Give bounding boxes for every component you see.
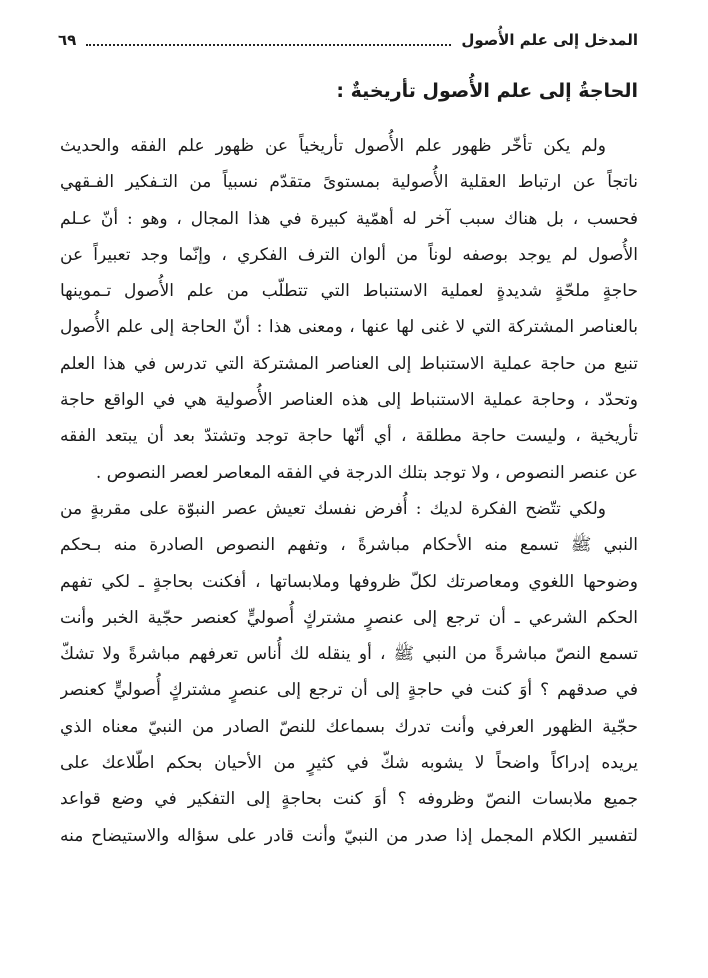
text-line: جميع ملابسات النصّ وظروفه ؟ أوَ كنت بحاجةٍ إلى التفكير في وضع قواعد bbox=[60, 789, 638, 810]
running-header bbox=[58, 28, 638, 52]
text-line: ولكي تتّضح الفكرة لديك : أُفرض نفسك تعيش عصر النبوّة على مقربةٍ من bbox=[60, 498, 606, 519]
body-text bbox=[60, 128, 638, 854]
text-line: عن عنصر النصوص ، ولا توجد بتلك الدرجة في الفقه المعاصر لعصر النصوص . bbox=[95, 462, 638, 483]
section-heading: الحاجةُ إلى علم الأُصول تأريخيةٌ : bbox=[336, 80, 638, 102]
text-line: الحكم الشرعي ـ أن ترجع إلى عنصرٍ مشتركٍ أُصوليٍّ كعنصر حجّية الخبر وأنت bbox=[60, 607, 638, 628]
text-line: ناتجاً عن ارتباط العقلية الأُصولية بمستوىً متقدّم نسبياً من التـفكير الفـقهي bbox=[60, 172, 638, 193]
text-line: في صدقهم ؟ أوَ كنت في حاجةٍ إلى أن ترجع إلى عنصرٍ مشتركٍ أُصوليٍّ كعنصر bbox=[60, 680, 638, 701]
text-line: تأريخية ، وليست حاجة مطلقة ، أي أنّها حاجة توجد وتشتدّ بعد أن يبتعد الفقه bbox=[60, 426, 638, 447]
dotted-leader bbox=[86, 42, 451, 46]
text-line: فحسب ، بل هناك سبب آخر له أهمّية كبيرة في هذا المجال ، وهو : أنّ عـلم bbox=[60, 208, 638, 229]
text-line: النبي ﷺ تسمع منه الأحكام مباشرةً ، وتفهم النصوص الصادرة منه بـحكم bbox=[60, 535, 638, 556]
text-line: بالعناصر المشتركة التي لا غنى لها عنها ، ومعنى هذا : أنّ الحاجة إلى علم الأُصول bbox=[60, 317, 638, 338]
text-line: تسمع النصّ مباشرةً من النبي ﷺ ، أو ينقله لك أُناس تعرفهم مباشرةً ولا تشكّ bbox=[60, 644, 638, 665]
text-line: حجّية الظهور العرفي وأنت تدرك بسماعك للنصّ الصادر من النبيّ معناه الذي bbox=[60, 716, 638, 737]
text-line: وتحدّد ، وحاجة عملية الاستنباط إلى هذه العناصر الأُصولية هي في الواقع حاجة bbox=[60, 390, 638, 411]
text-line: ولم يكن تأخّر ظهور علم الأُصول تأريخياً عن ظهور علم الفقه والحديث bbox=[60, 136, 606, 156]
text-line: تنبع من حاجة عملية الاستنباط إلى العناصر المشتركة التي تدرس في هذا العلم bbox=[60, 353, 638, 374]
text-line: الأُصول لم يوجد بوصفه لوناً من ألوان الترف الفكري ، وإنّما وجد تعبيراً عن bbox=[60, 244, 638, 265]
text-line: لتفسير الكلام المجمل إذا صدر من النبيّ وأنت قادر على سؤاله والاستيضاح منه bbox=[60, 825, 638, 846]
page-number: ٦٩ bbox=[58, 31, 77, 49]
text-line: وضوحها اللغوي ومعاصرتك لكلّ ظروفها وملابساتها ، أفكنت بحاجةٍ ـ لكي تفهم bbox=[60, 571, 638, 592]
text-line: حاجةٍ ملحّةٍ شديدةٍ لعملية الاستنباط التي تتطلّب من علم الأُصول تـموينها bbox=[60, 281, 638, 302]
text-line: يريده إدراكاً واضحاً لا يشوبه شكّ في كثيرٍ من الأحيان بحكم اطّلاعك على bbox=[60, 753, 638, 774]
book-title: المدخل إلى علم الأُصول bbox=[461, 31, 638, 49]
